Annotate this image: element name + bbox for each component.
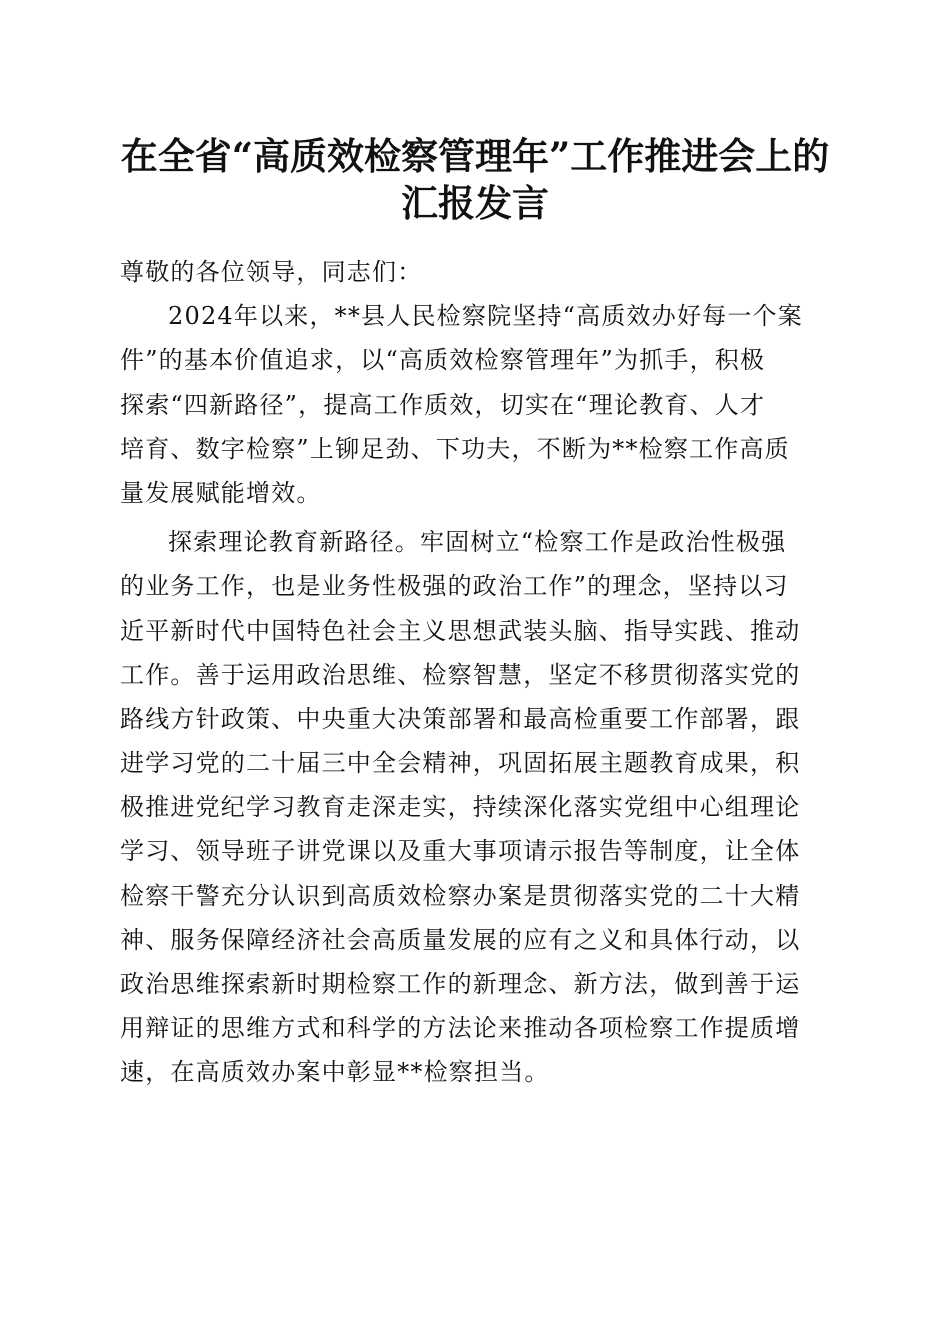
paragraph-1-line: 件”的基本价值追求，以“高质效检察管理年”为抓手，积极 bbox=[120, 346, 766, 375]
paragraph-2-line: 的业务工作，也是业务性极强的政治工作”的理念，坚持以习 bbox=[120, 572, 789, 601]
paragraph-2-line: 进学习党的二十届三中全会精神，巩固拓展主题教育成果，积 bbox=[120, 749, 801, 778]
paragraph-2-line: 速，在高质效办案中彰显**检察担当。 bbox=[120, 1058, 550, 1087]
paragraph-1-line: 培育、数字检察”上铆足劲、下功夫，不断为**检察工作高质 bbox=[120, 434, 790, 463]
paragraph-2-line: 政治思维探索新时期检察工作的新理念、新方法，做到善于运 bbox=[120, 970, 801, 998]
salutation: 尊敬的各位领导，同志们： bbox=[120, 258, 423, 286]
paragraph-2-line: 检察干警充分认识到高质效检察办案是贯彻落实党的二十大精 bbox=[120, 881, 801, 910]
paragraph-2-line: 路线方针政策、中央重大决策部署和最高检重要工作部署，跟 bbox=[120, 704, 801, 733]
paragraph-2-line: 近平新时代中国特色社会主义思想武装头脑、指导实践、推动 bbox=[120, 616, 801, 645]
paragraph-2 bbox=[120, 520, 832, 1094]
paragraph-1-line: 量发展赋能增效。 bbox=[120, 478, 322, 507]
paragraph-1-line: 2024年以来，**县人民检察院坚持“高质效办好每一个案 bbox=[168, 302, 803, 331]
document-title bbox=[100, 133, 850, 227]
paragraph-2-line: 极推进党纪学习教育走深走实，持续深化落实党组中心组理论 bbox=[120, 793, 801, 822]
document-body bbox=[120, 250, 832, 1095]
paragraph-1 bbox=[120, 294, 832, 515]
paragraph-2-line: 用辩证的思维方式和科学的方法论来推动各项检察工作提质增 bbox=[120, 1014, 801, 1043]
paragraph-2-line: 神、服务保障经济社会高质量发展的应有之义和具体行动，以 bbox=[120, 925, 801, 954]
paragraph-2-line: 工作。善于运用政治思维、检察智慧，坚定不移贯彻落实党的 bbox=[120, 660, 801, 689]
paragraph-2-line: 探索理论教育新路径。牢固树立“检察工作是政治性极强 bbox=[168, 528, 787, 557]
paragraph-2-line: 学习、领导班子讲党课以及重大事项请示报告等制度，让全体 bbox=[120, 837, 801, 866]
title-line-1: 在全省“高质效检察管理年”工作推进会上的 bbox=[120, 134, 830, 178]
paragraph-1-line: 探索“四新路径”，提高工作质效，切实在“理论教育、人才 bbox=[120, 390, 766, 419]
title-line-2: 汇报发言 bbox=[401, 181, 549, 225]
